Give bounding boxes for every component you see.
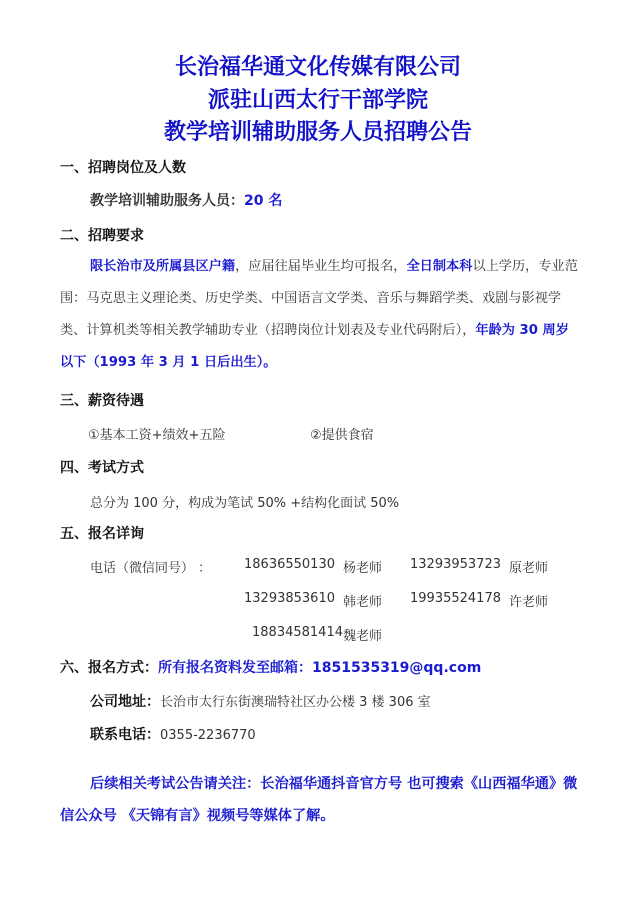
tel-line [90,724,256,744]
address-value: 长治市太行东街澳瑞特社区办公楼 3 楼 306 室 [160,695,431,710]
req-household: 限长治市及所属县区户籍 [90,259,236,274]
title-line-2: 派驻山西太行干部学院 [207,88,428,113]
contact-phone: 13293953723 [410,557,501,572]
title-line-3: 教学培训辅助服务人员招聘公告 [163,120,472,145]
contact-phone: 13293853610 [244,591,335,606]
section-6-heading: 六、报名方式： [60,660,158,676]
address-line [90,691,431,711]
contact-name: 韩老师 [343,595,383,610]
contact-name: 杨老师 [343,561,383,576]
requirements-paragraph [60,251,578,379]
contact-name: 许老师 [509,595,549,610]
req-graduates: ，应届往届毕业生均可报名， [235,259,407,274]
tel-label: 联系电话： [90,727,160,743]
req-majors: 以上学历，专业范围：马克思主义理论类、历史学类、中国语言文学类、音乐与舞蹈学类、戏剧与影视学类、计算机类等相关教学辅助专业（招聘岗位计划表及专业代码附后）， [60,259,578,338]
position-count: 20 名 [244,193,283,209]
exam-text: 总分为 100 分，构成为笔试 50% +结构化面试 50% [90,496,400,511]
signup-method: 所有报名资料发至邮箱：1851535319@qq.com [158,660,482,676]
section-1-heading: 一、招聘岗位及人数 [60,160,186,176]
salary-item-1: ①基本工资+绩效+五险 [88,428,226,443]
section-4-heading: 四、考试方式 [60,460,144,476]
section-3-heading: 三、薪资待遇 [60,393,144,409]
title-line-1: 长治福华通文化传媒有限公司 [174,55,461,80]
contact-phone: 19935524178 [410,591,501,606]
address-label: 公司地址： [90,694,160,710]
footer-notice [60,768,580,832]
contact-name: 原老师 [509,561,549,576]
position-label: 教学培训辅助服务人员： [90,193,244,209]
section-2-heading: 二、招聘要求 [60,228,144,244]
phone-label: 电话（微信同号） ： [90,561,212,576]
salary-item-2: ②提供食宿 [310,428,374,443]
footer-text: 后续相关考试公告请关注：长治福华通抖音官方号 也可搜索《山西福华通》微信公众号 《天锦有言》视频号等媒体了解。 [60,776,578,824]
signup-line [60,657,481,677]
contact-phone: 18834581414 [252,625,343,640]
req-age: 年龄为 30 周岁以下（1993 年 3 月 1 日后出生）。 [60,323,569,370]
req-degree: 全日制本科 [406,259,473,274]
contact-phone: 18636550130 [244,557,335,572]
position-line [90,190,282,210]
tel-value: 0355-2236770 [160,728,256,743]
section-5-heading: 五、报名详询 [60,526,144,542]
contact-name: 魏老师 [343,629,383,644]
